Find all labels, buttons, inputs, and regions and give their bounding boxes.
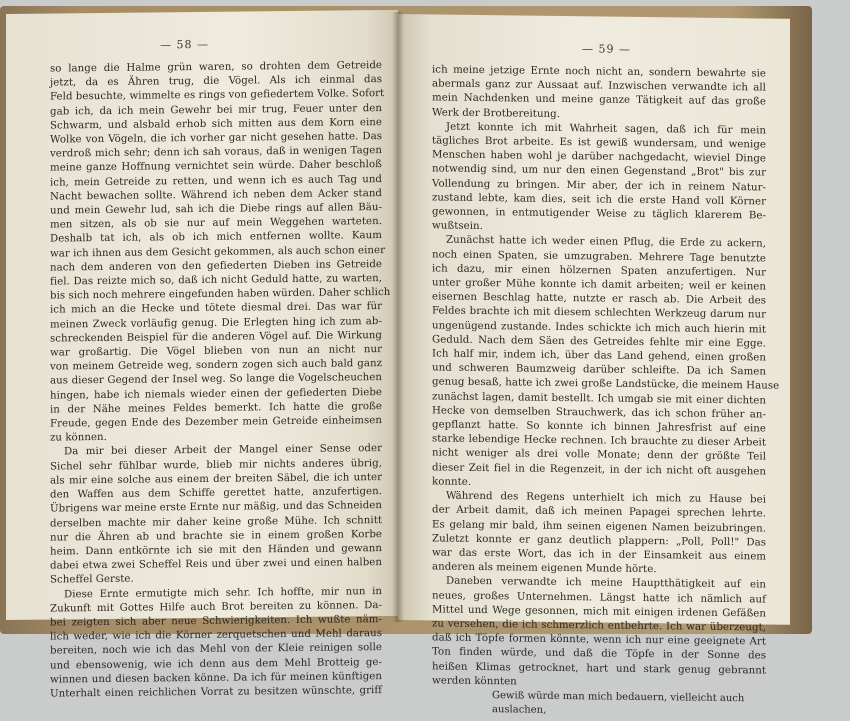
text-line: Werk der Brotbereitung. bbox=[432, 107, 561, 120]
text-line: Ton finden würde, und daß die Töpfe in der Sonne des bbox=[432, 646, 766, 662]
text-line: meinen Zweck vorläufig genug. Die Erlegten hing ich zum ab- bbox=[50, 315, 382, 331]
text-line: Zunächst hatte ich weder einen Pflug, die Erde zu ackern, bbox=[446, 235, 766, 250]
text-line: als mir eine solche aus einem der breiten Säbel, die ich unter bbox=[50, 471, 382, 487]
text-line: derselben machte mir daher keine große Mühe. Ich schnitt bbox=[50, 514, 382, 530]
text-line: Zukunft mit Gottes Hilfe auch Brot bereiten zu können. Da- bbox=[50, 599, 382, 615]
text-line: lich weder, wie ich die Körner zerquetschen und Mehl daraus bbox=[50, 628, 382, 643]
text-line: zustand lebte, kam dies, seit ich die erste Hand voll Körner bbox=[432, 192, 766, 208]
right-page bbox=[398, 14, 790, 716]
text-line: notwendig sind, um nur den einen Gegenstand „Brot" bis zur bbox=[432, 163, 766, 179]
text-line: Zuletzt konnte er ganz deutlich plappern: „Poll, Poll!" Das bbox=[432, 533, 766, 549]
text-line: schreckenden Beispiel für die anderen Vögel auf. Die Wirkung bbox=[50, 329, 382, 345]
text-line: und mein Gewehr lud, sah ich die Diebe rings auf allen Bäu- bbox=[50, 202, 382, 217]
text-line: heim. Dann entkörnte ich sie mit den Händen und gewann bbox=[50, 542, 382, 558]
text-line: wußtsein. bbox=[432, 220, 483, 233]
text-line: so lange die Halme grün waren, so drohten dem Getreide bbox=[50, 60, 382, 75]
page-number-right: — 59 — bbox=[582, 42, 631, 56]
text-line: daß ich Töpfe formen könnte, wenn ich nur eine geeignete Art bbox=[432, 632, 766, 648]
text-line: jetzt, da es Ähren trug, die Vögel. Als ich einmal das bbox=[50, 74, 382, 89]
text-line: der Arbeit damit, daß ich meinen Papagei sprechen lehrte. bbox=[432, 504, 766, 520]
text-line: bereiten, noch wie ich das Mehl von der Kleie reinigen solle bbox=[50, 642, 382, 657]
text-line: Vollendung zu bringen. Mir aber, der ich in reinem Natur- bbox=[432, 178, 766, 194]
text-line: bis sich noch mehrere eingefunden haben würden. Daher schlich bbox=[50, 287, 391, 302]
text-line: war ich ihnen aus dem Gesicht gekommen, als auch schon einer bbox=[50, 244, 386, 260]
text-line: abermals ganz zur Aussaat auf. Inzwischen verwandte ich all bbox=[432, 78, 766, 94]
text-line: Deshalb tat ich, als ob ich mich entfernen wollte. Kaum bbox=[50, 230, 382, 245]
right-page-text bbox=[432, 63, 780, 692]
text-line: Ich half mir, indem ich, über das Land gehend, einen großen bbox=[432, 348, 766, 364]
text-line: Diese Ernte ermutigte mich sehr. Ich hoffte, mir nun in bbox=[64, 585, 382, 600]
text-line: Da mir bei dieser Arbeit der Mangel einer Sense oder bbox=[64, 443, 382, 458]
text-line: ich meine jetzige Ernte noch nicht an, sondern bewahrte sie bbox=[432, 64, 766, 80]
book-gutter bbox=[392, 12, 404, 622]
text-line: nicht weniger als drei volle Monate; denn der größte Teil bbox=[432, 447, 766, 463]
text-line: gab ich, da ich mein Gewehr bei mir trug, Feuer unter den bbox=[50, 102, 382, 118]
text-line: war großartig. Die Vögel blieben von nun an nicht nur bbox=[50, 344, 382, 359]
text-line: fiel. Das reizte mich so, daß ich nicht Geduld hatte, zu warten, bbox=[50, 273, 382, 288]
text-line: Schwarm, und alsbald erhob sich mitten aus dem Korn eine bbox=[50, 116, 382, 132]
left-page bbox=[6, 10, 398, 700]
text-line: eisernen Beschlag hatte, nutzte er rasch ab. Die Arbeit des bbox=[432, 291, 766, 307]
text-line: von meinem Getreide weg, sondern zogen sich auch bald ganz bbox=[50, 358, 382, 373]
text-line: Sichel sehr fühlbar wurde, blieb mir nichts anderes übrig, bbox=[50, 457, 382, 473]
text-line: werden könnten bbox=[432, 675, 517, 688]
text-line: Wolke von Vögeln, die ich vorher gar nicht gesehen hatte. Das bbox=[50, 131, 382, 146]
text-line: bei zeigten sich aber neue Schwierigkeiten. Ich wußte näm- bbox=[50, 613, 382, 629]
text-line: mein Nachdenken und meine ganze Tätigkeit auf das große bbox=[432, 92, 766, 108]
text-line: ich mich an die Hecke und tötete diesmal drei. Das war für bbox=[50, 301, 382, 316]
text-line: in der Nähe meines Feldes bemerkt. Ich hatte die große bbox=[50, 400, 382, 416]
text-line: zu versehen, die ich schmerzlich entbehrte. Ich war überzeugt, bbox=[432, 618, 766, 634]
text-line: Scheffel Gerste. bbox=[50, 573, 134, 586]
text-line: genug besaß, hatte ich zwei große Landstücke, die meinem Hause bbox=[432, 376, 780, 393]
text-line: Feld besuchte, wimmelte es rings von gefiedertem Volke. Sofort bbox=[50, 88, 385, 103]
text-line: hingen, habe ich niemals wieder einen der gefiederten Diebe bbox=[50, 386, 382, 402]
text-line: Unterhalt einen reichlichen Vorrat zu besitzen wünschte, griff bbox=[50, 684, 382, 700]
text-line: zunächst lagen, damit bestellt. Ich umgab sie mit einer dichten bbox=[432, 391, 766, 407]
text-line: neues, großes Unternehmen. Längst hatte ich nämlich auf bbox=[432, 589, 766, 606]
text-line: und schweren Baumzweig darüber schleifte. Da ich Samen bbox=[432, 362, 766, 378]
text-line: dabei etwa zwei Scheffel Reis und über zwei und einen halben bbox=[50, 557, 382, 572]
text-line: noch einen Spaten, sie umzugraben. Mehrere Tage benutzte bbox=[432, 249, 766, 265]
text-line: Mittel und Wege gesonnen, mich mit einigen irdenen Gefäßen bbox=[432, 604, 766, 620]
text-line: dieser Zeit fiel in die Regenzeit, in der ich nicht oft ausgehen bbox=[432, 462, 766, 478]
text-line: Feldes brachte ich mit diesem schlechten Werkzeug darum nur bbox=[432, 305, 766, 321]
text-line: nur die Ähren ab und brachte sie in einem großen Korbe bbox=[50, 528, 382, 544]
text-line: nach dem anderen von den gefiederten Dieben ins Getreide bbox=[50, 258, 382, 274]
text-line: aus dieser Gegend der Insel weg. So lange die Vogelscheuchen bbox=[50, 372, 382, 388]
page-number-left: — 58 — bbox=[160, 37, 209, 52]
text-line: Daneben verwandte ich meine Hauptthätigkeit auf ein bbox=[446, 575, 766, 591]
text-line: Hecke von demselben Strauchwerk, das ich schon früher an- bbox=[432, 405, 766, 421]
text-line: ich dazu, mir einen hölzernen Spaten anzufertigen. Nur bbox=[432, 263, 766, 279]
catchword: Gewiß würde man mich bedauern, vielleicht auch auslachen, bbox=[492, 690, 745, 716]
text-line: gewonnen, in entmutigender Weise zu täglich klarerem Be- bbox=[432, 206, 766, 222]
text-line: Es gelang mir bald, ihm seinen eigenen Namen beizubringen. bbox=[432, 518, 766, 534]
text-line: Menschen haben wohl je darüber nachgedacht, wieviel Dinge bbox=[432, 149, 766, 165]
text-line: meine ganze Hoffnung vernichtet sein würde. Daher beschloß bbox=[50, 159, 382, 174]
text-line: gepflanzt hatte. So konnte ich binnen Jahresfrist auf eine bbox=[432, 419, 766, 435]
text-line: men sitzen, als ob sie nur auf mein Weggehen warteten. bbox=[50, 216, 382, 231]
text-line: unter großer Mühe konnte ich damit arbeiten; weil er keinen bbox=[432, 277, 766, 293]
left-page-text bbox=[50, 59, 391, 702]
text-line: anderen als meinem eigenen Munde hörte. bbox=[432, 561, 657, 576]
text-line: Nacht bewachen sollte. Während ich neben dem Acker stand bbox=[50, 187, 382, 203]
text-line: war das erste Wort, das ich in der Einsamkeit aus einem bbox=[432, 547, 766, 563]
text-line: Während des Regens unterhielt ich mich zu Hause bei bbox=[446, 490, 766, 506]
text-line: heißen Klimas getrocknet, hart und stark genug gebrannt bbox=[432, 660, 766, 677]
text-line: konnte. bbox=[432, 476, 472, 488]
text-line: Freude, gegen Ende des Dezember mein Getreide einheimsen bbox=[50, 415, 382, 430]
text-line: tägliches Brot arbeite. Es ist gewiß wundersam, und wenige bbox=[432, 135, 766, 151]
text-line: den Waffen aus dem Schiffe gerettet hatte, anzufertigen. bbox=[50, 486, 382, 501]
text-line: winnen und diesen backen könne. Da ich für meinen künftigen bbox=[50, 670, 382, 686]
text-line: ungenügend zustande. Indes schickte ich mich auch hierin mit bbox=[432, 320, 766, 336]
text-line: Geduld. Nach dem Säen des Getreides fehlte mir eine Egge. bbox=[432, 334, 766, 350]
text-line: und ebensowenig, wie ich denn aus dem Mehl Brotteig ge- bbox=[50, 656, 382, 672]
text-line: verdroß mich sehr; denn ich sah voraus, daß in wenigen Tagen bbox=[50, 145, 382, 160]
text-line: starke lebendige Hecke rechnen. Ich brauchte zu dieser Arbeit bbox=[432, 433, 766, 449]
text-line: ich, mein Getreide zu retten, und wenn ich es auch Tag und bbox=[50, 173, 382, 189]
text-line: zu können. bbox=[50, 432, 107, 444]
text-line: Übrigens war meine erste Ernte nur mäßig, und das Schneiden bbox=[50, 500, 382, 515]
text-line: Jetzt konnte ich mit Wahrheit sagen, daß ich für mein bbox=[446, 121, 766, 137]
